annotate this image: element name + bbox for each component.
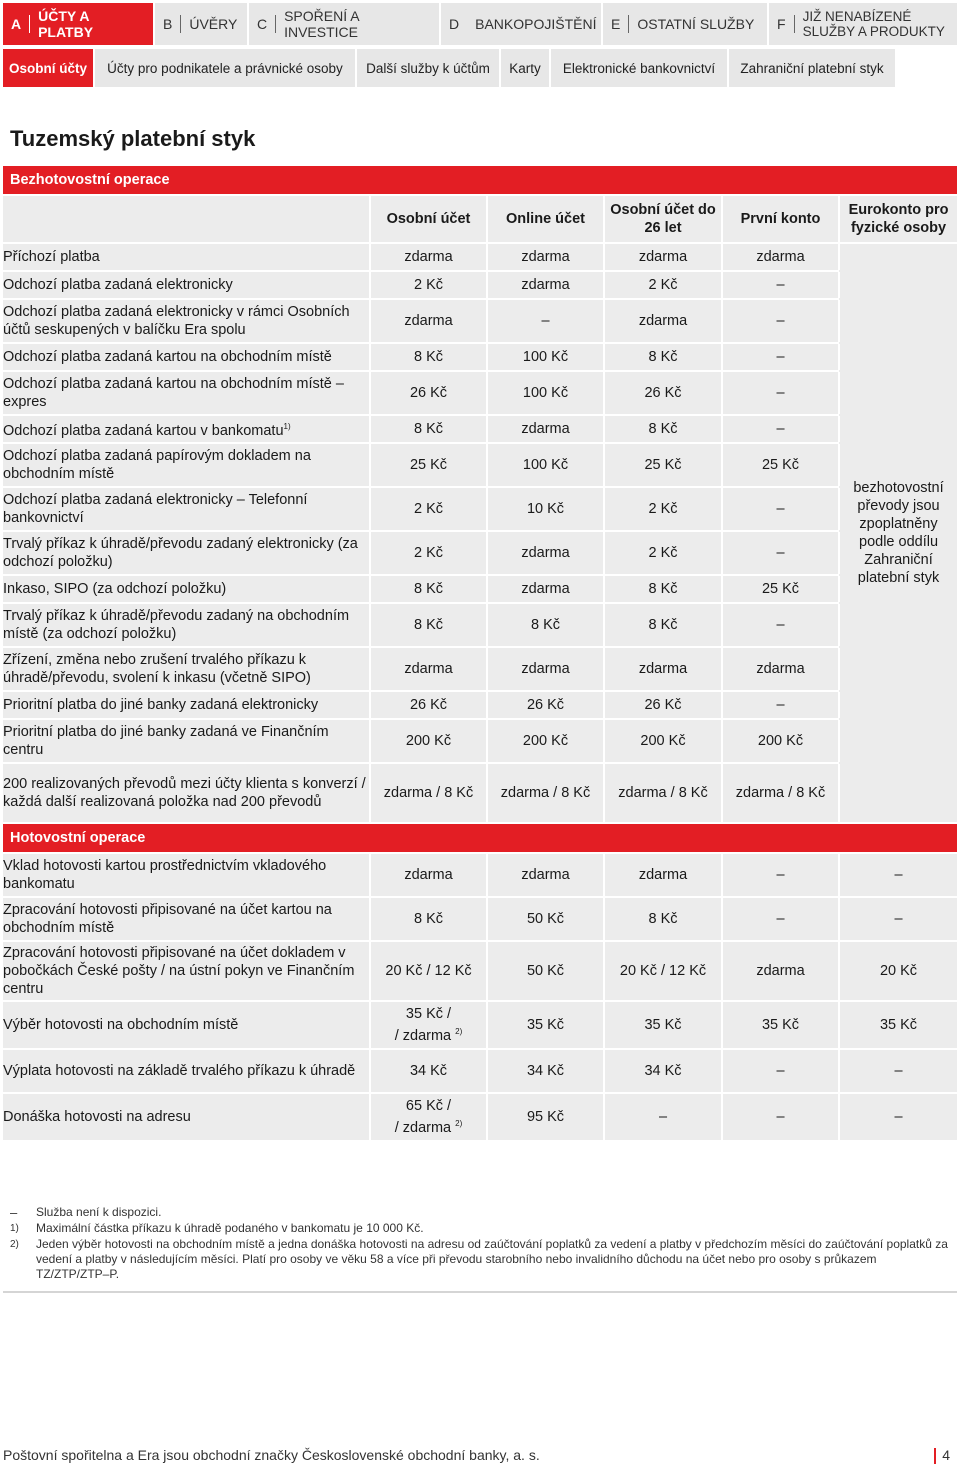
table-row (3, 854, 957, 896)
sub-nav-dalsi-sluzby[interactable]: Další služby k účtům (357, 49, 499, 87)
fee-value: 8 Kč (604, 604, 722, 646)
fee-value: 100 Kč (487, 372, 604, 414)
fee-value: 8 Kč (370, 604, 487, 646)
fee-value: zdarma / 8 Kč (487, 764, 604, 822)
fee-value: zdarma (722, 244, 839, 270)
row-label: Odchozí platba zadaná elektronicky – Telefonní bankovnictví (3, 488, 370, 530)
fee-value: zdarma / 8 Kč (370, 764, 487, 822)
fee-value: 200 Kč (487, 720, 604, 762)
table-row (3, 444, 957, 486)
table-row (3, 300, 957, 342)
fee-value: – (604, 1094, 722, 1140)
table-row (3, 720, 957, 762)
fee-value: – (722, 692, 839, 718)
tab-label: ÚČTY A PLATBY (38, 8, 94, 40)
row-label: Donáška hotovosti na adresu (3, 1094, 370, 1140)
fee-value: zdarma (370, 854, 487, 896)
top-nav-tab-c[interactable] (249, 3, 439, 45)
fee-value: 8 Kč (604, 898, 722, 940)
fee-value: 26 Kč (487, 692, 604, 718)
fee-value: zdarma (722, 942, 839, 1000)
table-row (3, 372, 957, 414)
section-header (3, 166, 957, 194)
fee-value: 2 Kč (370, 488, 487, 530)
fee-value: 25 Kč (370, 444, 487, 486)
section-title: Bezhotovostní operace (3, 166, 957, 194)
table-row (3, 942, 957, 1000)
tab-letter: D (449, 16, 460, 32)
tab-letter: B (163, 16, 173, 32)
tab-label: SPOŘENÍ A INVESTICE (284, 8, 359, 40)
table-row (3, 272, 957, 298)
fee-value: – (487, 300, 604, 342)
table-row (3, 416, 957, 442)
fee-value: 65 Kč / / zdarma $^{2)}$ (370, 1094, 487, 1140)
fee-value: – (839, 854, 957, 896)
fee-value: 10 Kč (487, 488, 604, 530)
table-row (3, 764, 957, 822)
fee-value: zdarma (487, 416, 604, 442)
row-label: Odchozí platba zadaná kartou v bankomatu$^{1)}$ (3, 416, 370, 442)
fee-value: 35 Kč (722, 1002, 839, 1048)
section-title: Hotovostní operace (3, 824, 957, 852)
fee-value: 8 Kč (370, 898, 487, 940)
fee-value: – (722, 1094, 839, 1140)
fee-value: 26 Kč (604, 372, 722, 414)
eurokonto-note: bezhotovostní převody jsou zpoplatněny podle oddílu Zahraniční platební styk (839, 244, 957, 822)
sub-nav-zahranicni-platebni-styk[interactable]: Zahraniční platební styk (729, 49, 895, 87)
fee-value: 50 Kč (487, 898, 604, 940)
column-header: Eurokonto pro fyzické osoby (839, 196, 957, 242)
fee-value: 2 Kč (370, 272, 487, 298)
row-label: Výběr hotovosti na obchodním místě (3, 1002, 370, 1048)
row-label: Odchozí platba zadaná papírovým dokladem na obchodním místě (3, 444, 370, 486)
row-label: Trvalý příkaz k úhradě/převodu zadaný elektronicky (za odchozí položku) (3, 532, 370, 574)
fee-value: 2 Kč (370, 532, 487, 574)
row-label: Odchozí platba zadaná kartou na obchodním místě – expres (3, 372, 370, 414)
fee-value: 35 Kč (604, 1002, 722, 1048)
fee-value: zdarma (487, 854, 604, 896)
tab-letter: F (777, 16, 786, 32)
row-label: Zřízení, změna nebo zrušení trvalého příkazu k úhradě/převodu, svolení k inkasu (včetně SIPO) (3, 648, 370, 690)
row-label: Odchozí platba zadaná elektronicky v rámci Osobních účtů seskupených v balíčku Era spolu (3, 300, 370, 342)
table-row (3, 244, 957, 270)
top-nav-tab-d[interactable] (441, 3, 601, 45)
sub-nav-osobni-ucty[interactable]: Osobní účty (3, 49, 93, 87)
fee-value: – (839, 898, 957, 940)
fee-value: 8 Kč (370, 344, 487, 370)
fee-value: 34 Kč (370, 1050, 487, 1092)
fee-value: zdarma (487, 532, 604, 574)
column-header: Online účet (487, 196, 604, 242)
top-nav-tab-b[interactable] (155, 3, 247, 45)
fee-value: zdarma (487, 648, 604, 690)
footnotes (10, 1205, 950, 1283)
fee-value: – (722, 272, 839, 298)
fee-value: 20 Kč (839, 942, 957, 1000)
fee-value: 26 Kč (370, 372, 487, 414)
fee-value: 35 Kč / / zdarma $^{2)}$ (370, 1002, 487, 1048)
fee-value: zdarma (604, 300, 722, 342)
row-label: Vklad hotovosti kartou prostřednictvím vkladového bankomatu (3, 854, 370, 896)
fee-value: 26 Kč (604, 692, 722, 718)
row-label: Zpracování hotovosti připisované na účet dokladem v pobočkách České pošty / na ústní pokyn ve Finančním centru (3, 942, 370, 1000)
row-label: Trvalý příkaz k úhradě/převodu zadaný na obchodním místě (za odchozí položku) (3, 604, 370, 646)
table-row (3, 576, 957, 602)
table-row (3, 1094, 957, 1140)
fee-value: – (722, 604, 839, 646)
page-number: 4 (934, 1447, 950, 1464)
fee-value: zdarma (604, 244, 722, 270)
section-header (3, 824, 957, 852)
table-row (3, 692, 957, 718)
fee-value: 26 Kč (370, 692, 487, 718)
top-nav-tab-e[interactable] (603, 3, 767, 45)
fee-value: – (722, 898, 839, 940)
fee-value: 200 Kč (604, 720, 722, 762)
fee-value: 35 Kč (839, 1002, 957, 1048)
row-label: Inkaso, SIPO (za odchozí položku) (3, 576, 370, 602)
sub-nav-elektronicke-bankovnictvi[interactable]: Elektronické bankovnictví (551, 49, 727, 87)
fee-value: 200 Kč (370, 720, 487, 762)
fee-value: 25 Kč (722, 444, 839, 486)
fee-value: zdarma (370, 300, 487, 342)
table-row (3, 488, 957, 530)
fee-value: 2 Kč (604, 532, 722, 574)
tab-label: JIŽ NENABÍZENÉ SLUŽBY A PRODUKTY (802, 9, 945, 39)
fee-value: zdarma (722, 648, 839, 690)
fee-value: – (722, 344, 839, 370)
table-row (3, 604, 957, 646)
tab-letter: C (257, 16, 268, 32)
fee-value: – (722, 1050, 839, 1092)
footnote: – Služba není k dispozici. (10, 1205, 162, 1220)
tab-label: BANKOPOJIŠTĚNÍ (475, 16, 597, 32)
sub-nav-podnikatele[interactable]: Účty pro podnikatele a právnické osoby (95, 49, 355, 87)
footer-text: Poštovní spořitelna a Era jsou obchodní značky Československé obchodní banky, a. s. (3, 1447, 540, 1463)
fee-value: zdarma / 8 Kč (604, 764, 722, 822)
row-label: Výplata hotovosti na základě trvalého příkazu k úhradě (3, 1050, 370, 1092)
row-label: Zpracování hotovosti připisované na účet kartou na obchodním místě (3, 898, 370, 940)
divider (3, 1291, 957, 1293)
fee-value: 8 Kč (370, 576, 487, 602)
row-label: 200 realizovaných převodů mezi účty klienta s konverzí / každá další realizovaná položka nad 200 převodů (3, 764, 370, 822)
fee-value: 100 Kč (487, 344, 604, 370)
tab-letter: A (11, 16, 22, 32)
fee-value: 8 Kč (604, 576, 722, 602)
top-navigation (3, 3, 957, 45)
fee-value: 25 Kč (722, 576, 839, 602)
fee-value: zdarma (370, 244, 487, 270)
tab-label: OSTATNÍ SLUŽBY (637, 16, 755, 32)
table-row (3, 648, 957, 690)
column-header: První konto (722, 196, 839, 242)
fee-value: 25 Kč (604, 444, 722, 486)
fee-value: zdarma (487, 576, 604, 602)
top-nav-tab-a[interactable] (3, 3, 153, 45)
fee-value: 20 Kč / 12 Kč (604, 942, 722, 1000)
fee-value: – (722, 300, 839, 342)
table-row (3, 1002, 957, 1048)
row-label: Příchozí platba (3, 244, 370, 270)
fee-value: zdarma (370, 648, 487, 690)
fee-value: – (839, 1050, 957, 1092)
table-row (3, 532, 957, 574)
sub-navigation (3, 49, 957, 87)
tab-label: ÚVĚRY (189, 16, 238, 32)
fee-value: – (722, 488, 839, 530)
fee-value: 35 Kč (487, 1002, 604, 1048)
row-label: Prioritní platba do jiné banky zadaná elektronicky (3, 692, 370, 718)
fee-value: – (839, 1094, 957, 1140)
fee-value: 8 Kč (604, 344, 722, 370)
fee-value: zdarma (604, 854, 722, 896)
fee-value: – (722, 372, 839, 414)
fee-table (3, 166, 957, 1140)
fee-value: 34 Kč (487, 1050, 604, 1092)
fee-value: 34 Kč (604, 1050, 722, 1092)
fee-value: – (722, 532, 839, 574)
fee-value: 8 Kč (604, 416, 722, 442)
tab-letter: E (611, 16, 621, 32)
column-header: Osobní účet do 26 let (604, 196, 722, 242)
fee-value: 95 Kč (487, 1094, 604, 1140)
fee-value: 50 Kč (487, 942, 604, 1000)
fee-value: 8 Kč (370, 416, 487, 442)
row-label: Odchozí platba zadaná kartou na obchodním místě (3, 344, 370, 370)
fee-value: – (722, 854, 839, 896)
fee-value: 200 Kč (722, 720, 839, 762)
fee-value: 8 Kč (487, 604, 604, 646)
footnote: 2) Jeden výběr hotovosti na obchodním místě a jedna donáška hotovosti na adresu od zaúčtování poplatků za vedení a platby v předchozím měsíci do zaúčtování poplatků za vedení a platby v následujícím měsíci. Platí pro osoby ve věku 58 a více při převodu starobního nebo invalidního důchodu na účet nebo pro osoby s průkazem TZ/ZTP/ZTP–P. (10, 1237, 948, 1281)
fee-value: 20 Kč / 12 Kč (370, 942, 487, 1000)
page-title: Tuzemský platební styk (10, 126, 256, 151)
row-label: Odchozí platba zadaná elektronicky (3, 272, 370, 298)
fee-value: 2 Kč (604, 488, 722, 530)
fee-value: zdarma (487, 272, 604, 298)
fee-value: zdarma / 8 Kč (722, 764, 839, 822)
footnote: 1) Maximální částka příkazu k úhradě podaného v bankomatu je 10 000 Kč. (10, 1221, 424, 1235)
table-row (3, 1050, 957, 1092)
fee-value: 100 Kč (487, 444, 604, 486)
fee-value: – (722, 416, 839, 442)
column-header: Osobní účet (370, 196, 487, 242)
top-nav-tab-f[interactable] (769, 3, 957, 45)
table-row (3, 344, 957, 370)
sub-nav-karty[interactable]: Karty (501, 49, 549, 87)
table-row (3, 898, 957, 940)
column-header-row (3, 196, 957, 242)
fee-value: 2 Kč (604, 272, 722, 298)
row-label: Prioritní platba do jiné banky zadaná ve Finančním centru (3, 720, 370, 762)
fee-value: zdarma (604, 648, 722, 690)
fee-value: zdarma (487, 244, 604, 270)
